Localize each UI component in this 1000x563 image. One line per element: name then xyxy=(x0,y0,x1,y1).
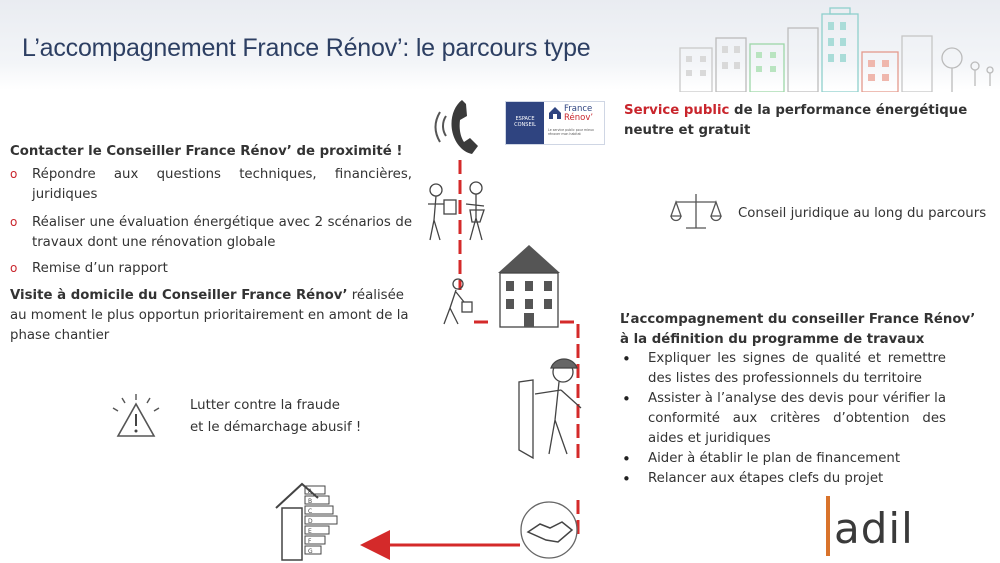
espace-conseil-block xyxy=(506,102,544,144)
worker-icon xyxy=(515,350,590,460)
legal-advice-text: Conseil juridique au long du parcours xyxy=(738,206,987,221)
service-performance-text: de la performance énergétique xyxy=(729,103,968,118)
energy-label-d: D xyxy=(308,518,313,525)
support-list xyxy=(620,349,946,489)
contact-heading: Contacter le Conseiller France Rénov’ de proximité ! xyxy=(10,144,403,159)
energy-label-f: F xyxy=(308,538,312,545)
energy-label-c: C xyxy=(308,508,313,515)
energy-label-house-icon xyxy=(272,478,344,562)
list-item: • Relancer aux étapes clefs du projet xyxy=(620,469,946,489)
logo-espace-text: ESPACE xyxy=(515,116,535,122)
list-item: o Réaliser une évaluation énergétique avec 2 scénarios de travaux dont une rénovation globale xyxy=(10,213,412,253)
logo-conseil-text: CONSEIL xyxy=(514,122,536,128)
energy-label-b: B xyxy=(308,498,313,505)
support-heading-line2: à la définition du programme de travaux xyxy=(620,332,925,347)
house-icon xyxy=(494,243,564,328)
logo-renov-text: Rénov’ xyxy=(564,113,594,123)
energy-label-e: E xyxy=(308,528,312,535)
france-renov-logo xyxy=(505,101,605,145)
scales-icon xyxy=(670,192,722,232)
contact-list xyxy=(10,165,412,279)
house-logo-icon xyxy=(548,106,562,120)
list-item: o Répondre aux questions techniques, financières, juridiques xyxy=(10,165,412,205)
handshake-icon xyxy=(518,500,580,560)
list-item: • Expliquer les signes de qualité et remettre des listes des professionnels du territoire xyxy=(620,349,946,389)
energy-label-a: A xyxy=(308,488,313,495)
list-item: o Remise d’un rapport xyxy=(10,259,412,279)
adil-logo: adil xyxy=(834,504,914,553)
adil-logo-bar xyxy=(826,496,830,556)
service-public-label: Service public xyxy=(624,103,730,118)
phone-icon xyxy=(432,96,482,158)
warning-icon xyxy=(110,392,162,440)
logo-france-text: France xyxy=(564,104,593,114)
energy-label-g: G xyxy=(308,548,313,555)
service-neutral-text: neutre et gratuit xyxy=(624,123,751,138)
list-item: • Aider à établir le plan de financement xyxy=(620,449,946,469)
fraud-text-line1: Lutter contre la fraude xyxy=(190,398,340,413)
home-visit-rest: réalisée au moment le plus opportun prioritairement en amont de la phase chantier xyxy=(10,288,409,343)
home-visit-bold: Visite à domicile du Conseiller France Rénov’ xyxy=(10,288,348,303)
people-consultation-icon xyxy=(418,180,498,242)
page-title: L’accompagnement France Rénov’: le parcours type xyxy=(22,34,591,62)
visitor-icon xyxy=(436,278,476,326)
list-item: • Assister à l’analyse des devis pour vérifier la conformité aux critères d’obtention des aides et juridiques xyxy=(620,389,946,449)
home-visit-paragraph xyxy=(10,286,410,346)
logo-tagline: Le service public pour mieux rénover mon habitat xyxy=(548,128,594,136)
fraud-text-line2: et le démarchage abusif ! xyxy=(190,420,362,435)
support-heading-line1: L’accompagnement du conseiller France Rénov’ xyxy=(620,312,976,327)
